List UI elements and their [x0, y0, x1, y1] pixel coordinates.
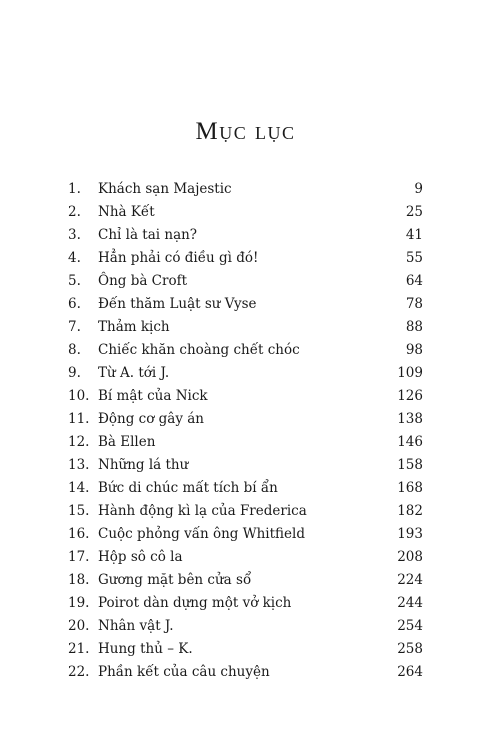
toc-entry: [68, 293, 423, 316]
toc-entry: [68, 224, 423, 247]
toc-entry-page: 146: [397, 434, 423, 450]
toc-entry-title: Hộp sô cô la: [98, 549, 183, 565]
toc-entry-page: 158: [397, 457, 423, 473]
toc-entry-page: 193: [397, 526, 423, 542]
toc-entry-page: 78: [405, 296, 423, 312]
toc-entry-number: 11.: [68, 411, 90, 427]
toc-entry-page: 182: [397, 503, 423, 519]
toc-entry-number: 14.: [68, 480, 90, 496]
toc-entry-page: 208: [397, 549, 423, 565]
toc-entry-page: 98: [405, 342, 423, 358]
toc-entry-title: Hẳn phải có điều gì đó!: [98, 250, 259, 266]
toc-entry: [68, 270, 423, 293]
toc-entry-number: 4.: [68, 250, 81, 266]
toc-entry-number: 6.: [68, 296, 81, 312]
toc-entry-number: 22.: [68, 664, 90, 680]
toc-entry: [68, 661, 423, 684]
toc-entry-number: 20.: [68, 618, 90, 634]
toc-entry-page: 258: [397, 641, 423, 657]
toc-entry-number: 8.: [68, 342, 81, 358]
toc-entry-page: 254: [397, 618, 423, 634]
toc-entry-title: Chỉ là tai nạn?: [98, 227, 198, 243]
toc-entry-title: Những lá thư: [98, 457, 189, 473]
toc-entry-number: 9.: [68, 365, 81, 381]
toc-entry-page: 109: [397, 365, 423, 381]
toc-entry-page: 224: [397, 572, 423, 588]
toc-entry: [68, 638, 423, 661]
toc-entry-title: Bức di chúc mất tích bí ẩn: [98, 480, 278, 496]
toc-entry-number: 21.: [68, 641, 90, 657]
toc-entry-page: 55: [405, 250, 423, 266]
toc-entry-number: 10.: [68, 388, 90, 404]
toc-entry: [68, 592, 423, 615]
toc-entry-title: Bà Ellen: [98, 434, 156, 450]
toc-entry-title: Từ A. tới J.: [98, 365, 170, 381]
toc-entry-title: Đến thăm Luật sư Vyse: [98, 296, 257, 312]
toc-entry-number: 3.: [68, 227, 81, 243]
toc-entry-page: 9: [414, 181, 423, 197]
toc-entry-title: Nhân vật J.: [98, 618, 174, 634]
toc-entry-number: 17.: [68, 549, 90, 565]
toc-entry-number: 1.: [68, 181, 81, 197]
toc-entry: [68, 178, 423, 201]
toc-title: Mục lục: [195, 118, 296, 145]
toc-entry-number: 16.: [68, 526, 90, 542]
toc-entry-number: 19.: [68, 595, 90, 611]
toc-entry-title: Phần kết của câu chuyện: [98, 664, 270, 680]
toc-entry: [68, 201, 423, 224]
toc-entry-page: 244: [397, 595, 423, 611]
toc-entry: [68, 546, 423, 569]
toc-entry-title: Hành động kì lạ của Frederica: [98, 503, 307, 519]
toc-entry-number: 12.: [68, 434, 90, 450]
toc-entry-number: 18.: [68, 572, 90, 588]
toc-entry: [68, 431, 423, 454]
toc-entry-page: 64: [405, 273, 423, 289]
toc-entry: [68, 362, 423, 385]
toc-entry: [68, 477, 423, 500]
toc-entry-title: Khách sạn Majestic: [98, 181, 232, 197]
toc-entry: [68, 615, 423, 638]
toc-entry-page: 168: [397, 480, 423, 496]
toc-entry-title: Chiếc khăn choàng chết chóc: [98, 342, 300, 358]
toc-entry-title: Ông bà Croft: [98, 273, 188, 289]
toc-entry-title: Hung thủ – K.: [98, 641, 193, 657]
toc-entry: [68, 316, 423, 339]
toc-entry-number: 13.: [68, 457, 90, 473]
toc-entry-page: 264: [397, 664, 423, 680]
toc-list: [68, 178, 423, 684]
toc-entry-title: Gương mặt bên cửa sổ: [98, 572, 252, 588]
toc-entry: [68, 385, 423, 408]
toc-entry: [68, 454, 423, 477]
toc-entry: [68, 247, 423, 270]
toc-entry-page: 138: [397, 411, 423, 427]
toc-entry: [68, 408, 423, 431]
toc-entry: [68, 500, 423, 523]
toc-entry-title: Thảm kịch: [98, 319, 170, 335]
toc-entry: [68, 523, 423, 546]
toc-entry-title: Động cơ gây án: [98, 411, 204, 427]
toc-entry-page: 126: [397, 388, 423, 404]
toc-entry-title: Nhà Kết: [98, 204, 155, 220]
toc-entry-page: 88: [405, 319, 423, 335]
toc-entry-title: Poirot dàn dựng một vở kịch: [98, 595, 292, 611]
toc-entry-title: Bí mật của Nick: [98, 388, 208, 404]
toc-entry-page: 41: [405, 227, 423, 243]
toc-entry-number: 15.: [68, 503, 90, 519]
toc-entry-title: Cuộc phỏng vấn ông Whitfield: [98, 526, 306, 542]
toc-entry-number: 2.: [68, 204, 81, 220]
toc-entry-number: 7.: [68, 319, 81, 335]
toc-entry-page: 25: [405, 204, 423, 220]
toc-entry: [68, 339, 423, 362]
toc-entry: [68, 569, 423, 592]
toc-entry-number: 5.: [68, 273, 81, 289]
